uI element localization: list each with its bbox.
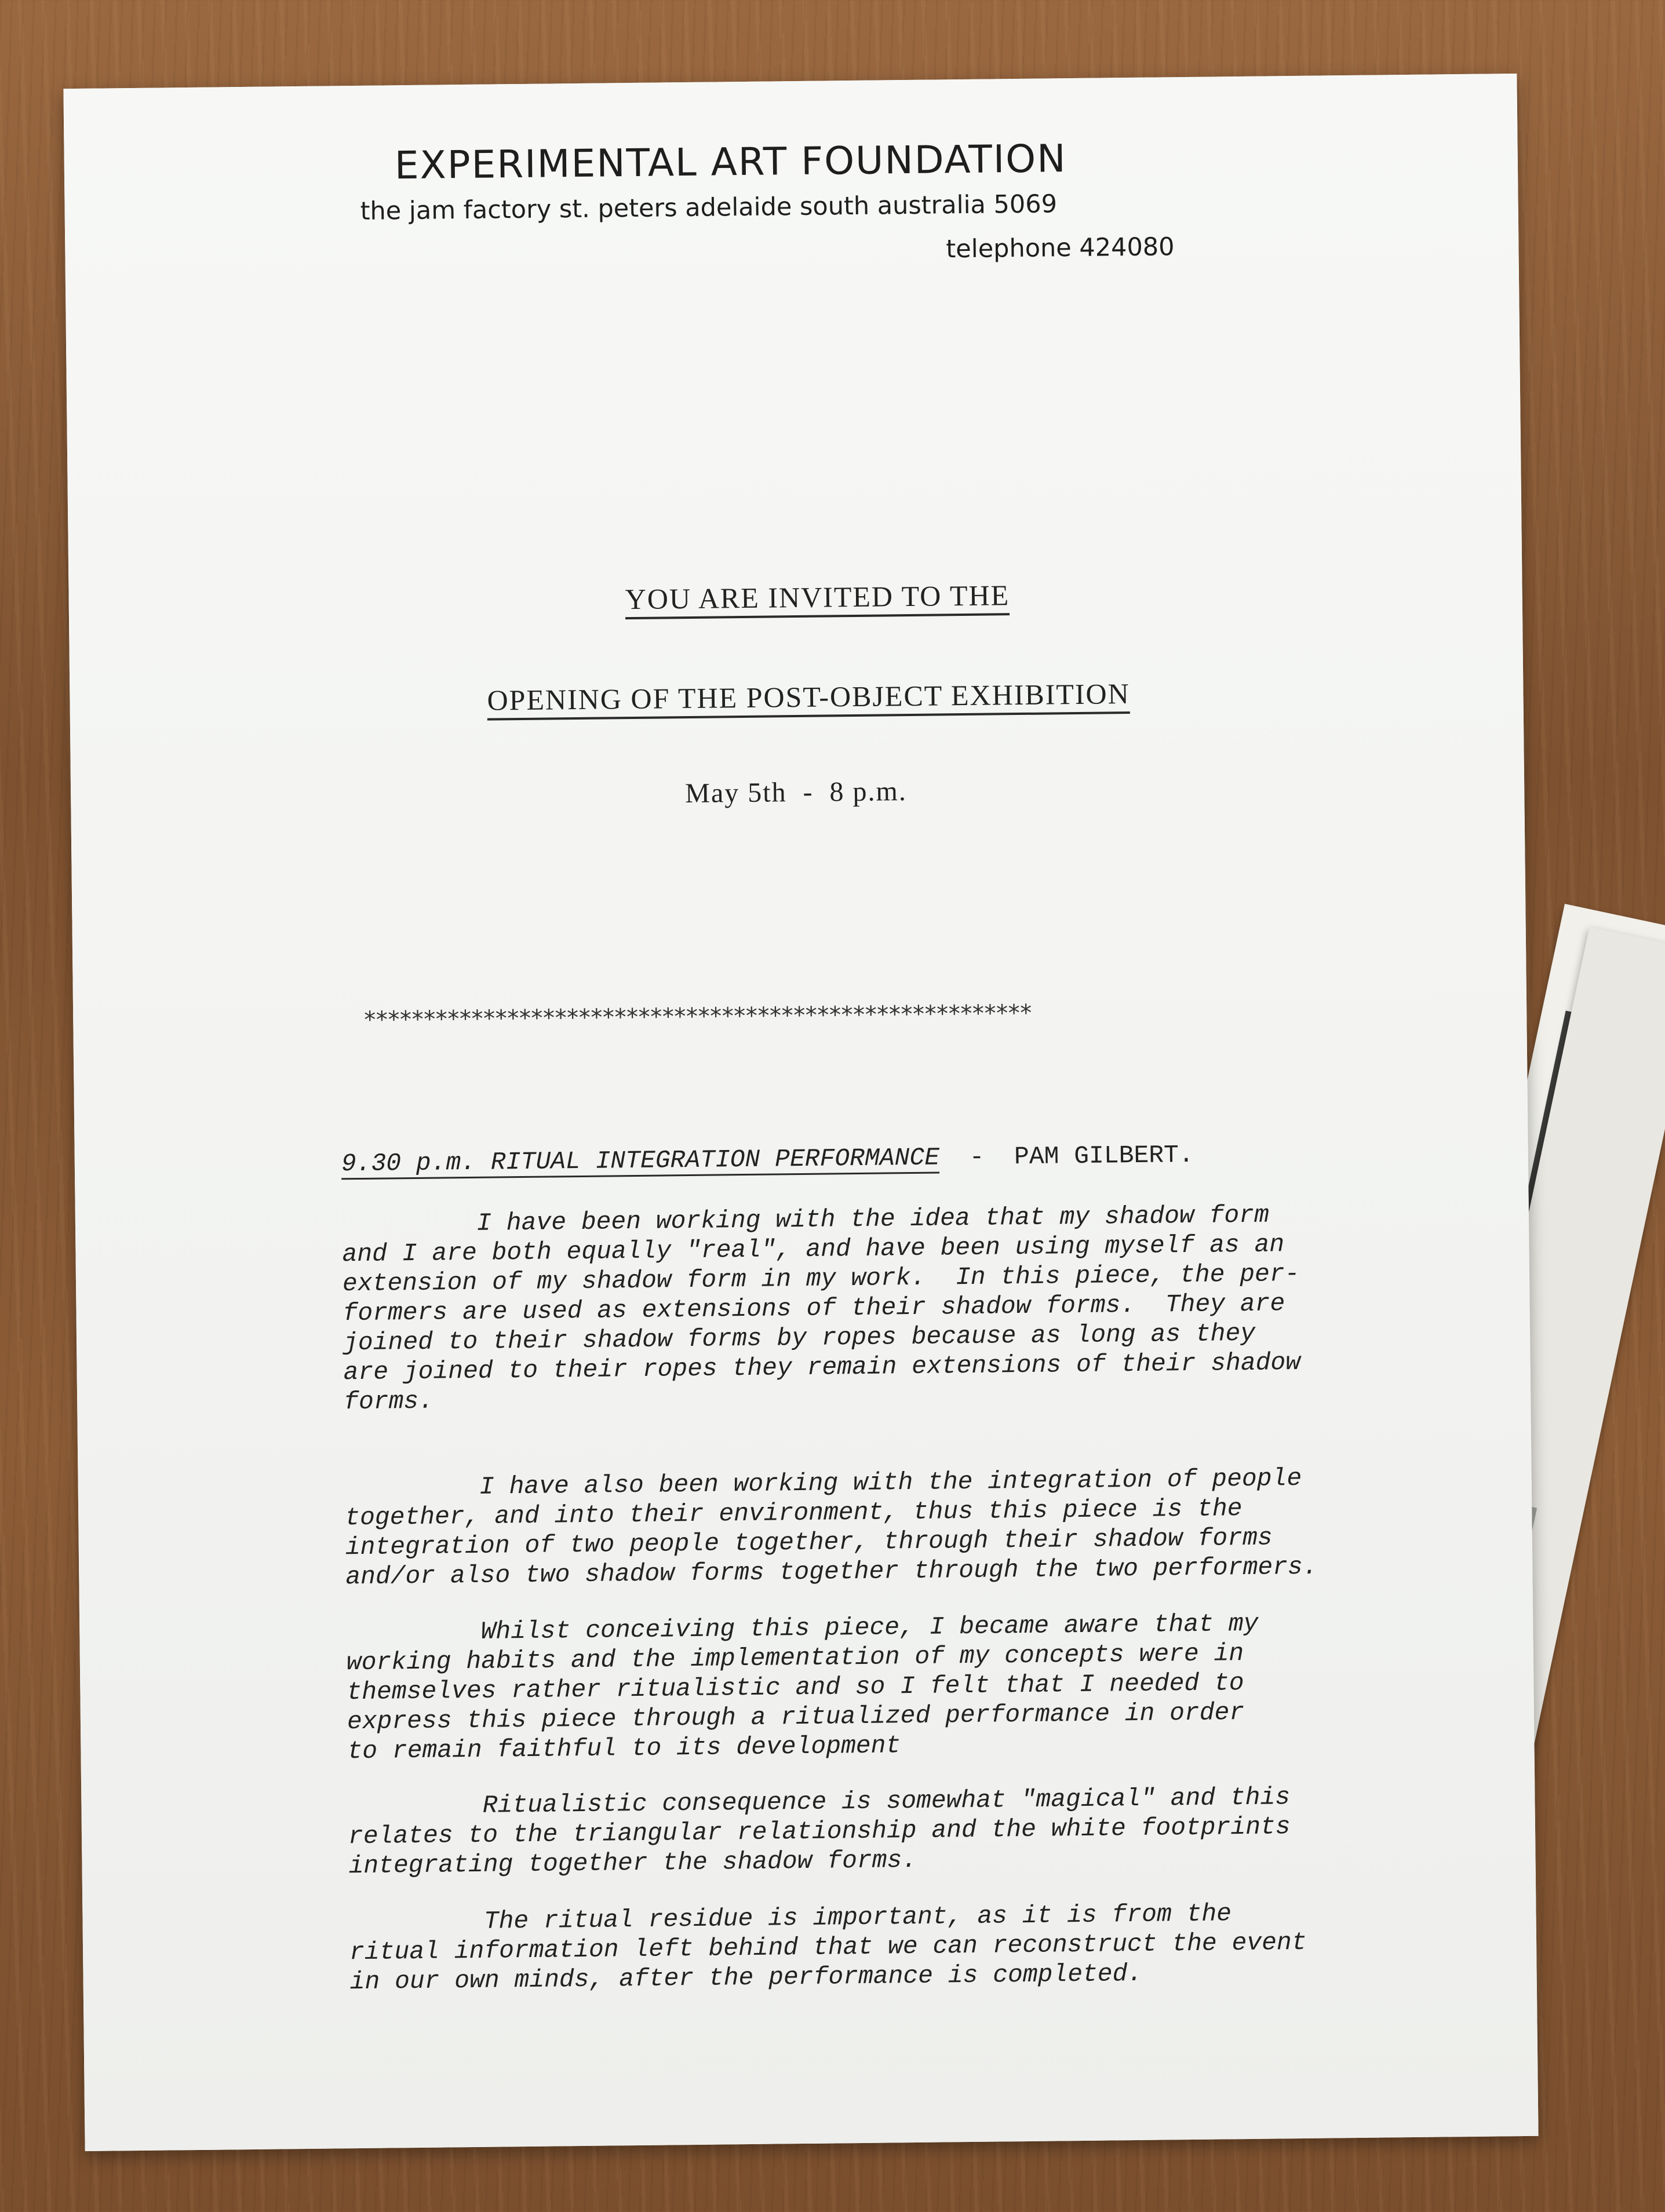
- performance-artist: PAM GILBERT.: [1014, 1140, 1194, 1171]
- asterisk-divider: ********************************************************: [363, 999, 1032, 1034]
- exhibition-title: OPENING OF THE POST-OBJECT EXHIBITION: [487, 677, 1130, 721]
- organization-address: the jam factory st. peters adelaide south australia 5069: [360, 189, 1058, 226]
- statement-paragraph: Whilst conceiving this piece, I became aware that my working habits and the implementation of my concepts were in themselves rather ritualistic and so I felt that I needed to express this piece through a ritualized performance in order to remain faithful to its development: [346, 1609, 1259, 1766]
- performance-heading: [341, 1141, 1194, 1178]
- statement-paragraph: Ritualistic consequence is somewhat "magical" and this relates to the triangular relationship and the white footprints integrating together the shadow forms.: [348, 1783, 1291, 1881]
- performance-title: 9.30 p.m. RITUAL INTEGRATION PERFORMANCE: [341, 1144, 940, 1180]
- statement-paragraph: The ritual residue is important, as it is from the ritual information left behind that we can reconstruct the event in our own minds, after the performance is completed.: [349, 1899, 1307, 1996]
- heading-separator: -: [939, 1142, 1015, 1172]
- organization-name: EXPERIMENTAL ART FOUNDATION: [394, 136, 1067, 188]
- invitation-heading: YOU ARE INVITED TO THE: [625, 578, 1010, 619]
- statement-paragraph: I have been working with the idea that my shadow form and I are both equally "real", and have been using myself as an extension of my shadow form in my work. In this piece, the per- formers are used as extensions of their shadow forms. They are joined to their shadow forms by ropes because as long as they are joined to their ropes they remain extensions of their shadow forms.: [341, 1200, 1301, 1417]
- event-date: May 5th - 8 p.m.: [684, 776, 908, 809]
- document-page: [63, 74, 1538, 2151]
- statement-paragraph: I have also been working with the integration of people together, and into their environment, thus this piece is the integration of two people together, through their shadow forms and/or also two shadow forms together through the two performers.: [344, 1463, 1318, 1592]
- organization-phone: telephone 424080: [946, 232, 1175, 264]
